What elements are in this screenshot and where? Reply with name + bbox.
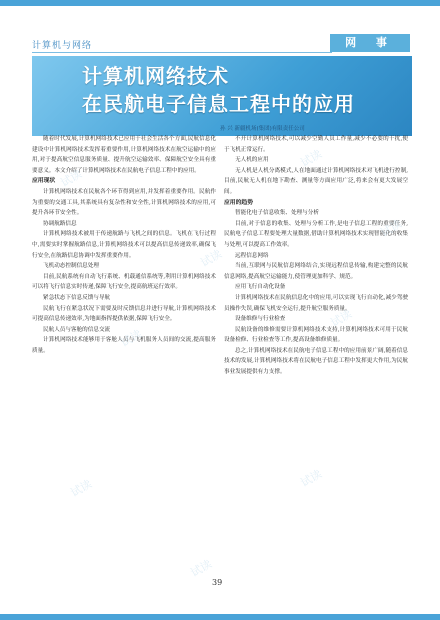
article-title xyxy=(82,62,355,118)
header-rule xyxy=(32,52,332,53)
watermark-text: 试读 xyxy=(198,247,225,270)
paragraph: 目前,民航系统有自动飞行系统、机载通信系统等,利用计算机网络技术可以将飞行信息实时传递,保障飞行安全,提高航班运行效率。 xyxy=(32,273,216,291)
watermark-text: 试读 xyxy=(378,217,405,240)
paragraph: 民航设备的维修需要计算机网络技术支持,计算机网络技术可用于民航设备检修、行业检查等工作,提高设备维修质量。 xyxy=(224,326,408,344)
watermark-text: 试读 xyxy=(118,327,145,350)
subheading: 应用现状 xyxy=(32,178,56,185)
paragraph: 民航飞行在紧急状况下需要及时反馈信息并进行导航,计算机网络技术可提高信息传递效率,为地面指挥提供依据,保障飞行安全。 xyxy=(32,305,216,323)
watermark-text: 试读 xyxy=(68,477,95,500)
subheading: 应用的趋势 xyxy=(224,199,253,206)
watermark-text: 试读 xyxy=(188,557,215,580)
title-line-1: 计算机网络技术 xyxy=(82,64,229,88)
paragraph: 目前,对于信息的收集、处理与分析工作,是电子信息工程的重要任务,民航电子信息工程要处理大量数据,借助计算机网络技术实现智能化的收集与处理,可以提高工作效率。 xyxy=(224,220,408,248)
paragraph: 计算机网络技术被用于传递航路与飞机之间的信息。飞机在飞行过程中,需要实时掌握航路信息,计算机网络技术可以提高信息传递效率,确保飞行安全,在航路信息协调中发挥重要作用。 xyxy=(32,231,216,259)
paragraph: 计算机网络技术能够用于客舱人员与飞机服务人员间的交流,提高服务质量。 xyxy=(32,337,216,354)
paragraph: 计算机网络技术在民航各个环节得到应用,并发挥着重要作用。民航作为重要的交通工具,其系统具有复杂性和安全性,计算机网络技术的应用,可提升各环节安全性。 xyxy=(32,188,216,217)
paragraph: 计算机网络技术在民航信息化中的应用,可以实现飞行自动化,减少驾驶员操作失误,确保飞机安全运行,提升航空服务质量。 xyxy=(224,294,408,312)
bottom-color-bar xyxy=(0,614,440,620)
section-tag: 网 事 xyxy=(330,34,410,52)
watermark-text: 试读 xyxy=(58,167,85,190)
subheading: 应用飞行自动化设备 xyxy=(235,284,286,291)
paragraph: 无人机是人机分离模式,人在地面通过计算机网络技术对飞机进行控制,目前,民航无人机在地下勘查、测量等方面应用广泛,将来会有更大发展空间。 xyxy=(224,167,408,195)
top-color-bar xyxy=(0,0,440,6)
author-line: 孙 兴 新疆机场(集团)有限责任公司 xyxy=(220,126,305,132)
paragraph: 当前,互联网与民航信息网络结合,实现远程信息传输,构建完整的民航信息网络,提高航空运输能力,使管理更加科学、规范。 xyxy=(224,263,408,280)
subheading: 飞机动态控制信息处理 xyxy=(43,263,99,270)
subheading: 远程信息网络 xyxy=(235,252,269,259)
subheading: 民航人员与客舱的信息交流 xyxy=(43,326,111,333)
subheading: 紧急状态下信息反馈与导航 xyxy=(43,294,111,301)
watermark-text: 试读 xyxy=(328,307,355,330)
watermark-text: 试读 xyxy=(298,467,325,490)
page-number: 39 xyxy=(212,578,223,587)
paragraph: 随着时代发展,计算机网络技术已应用于社会生活各个方面,民航信息化建设中计算机网络技术发挥着重要作用,计算机网络技术在航空运输中的应用,对于提高航空信息服务质量、提升航空运输效率、保障航空安全具有重要意义。本文介绍了计算机网络技术在民航电子信息工程中的应用。 xyxy=(32,136,216,174)
subheading: 无人机的应用 xyxy=(235,157,269,164)
title-line-2: 在民航电子信息工程中的应用 xyxy=(82,92,355,116)
subheading: 协调航路信息 xyxy=(43,220,77,227)
left-text-column xyxy=(32,134,216,356)
subheading: 智能化电子信息收集、处理与分析 xyxy=(235,210,319,217)
paragraph: 不开计算机网络技术,可以减少空勤人员工作量,减少不必要的干扰,便于飞机正常运行。 xyxy=(224,136,408,153)
journal-name: 计算机与网络 xyxy=(32,41,93,51)
right-text-column xyxy=(224,134,408,378)
watermark-text: 试读 xyxy=(298,147,325,170)
paragraph: 总之,计算机网络技术在民航电子信息工程中的应用前景广阔,随着信息技术的发展,计算机网络技术将在民航电子信息工程中发挥更大作用,为民航事业发展提供有力支撑。 xyxy=(224,347,408,376)
subheading: 设备维修与行业检查 xyxy=(235,316,286,323)
